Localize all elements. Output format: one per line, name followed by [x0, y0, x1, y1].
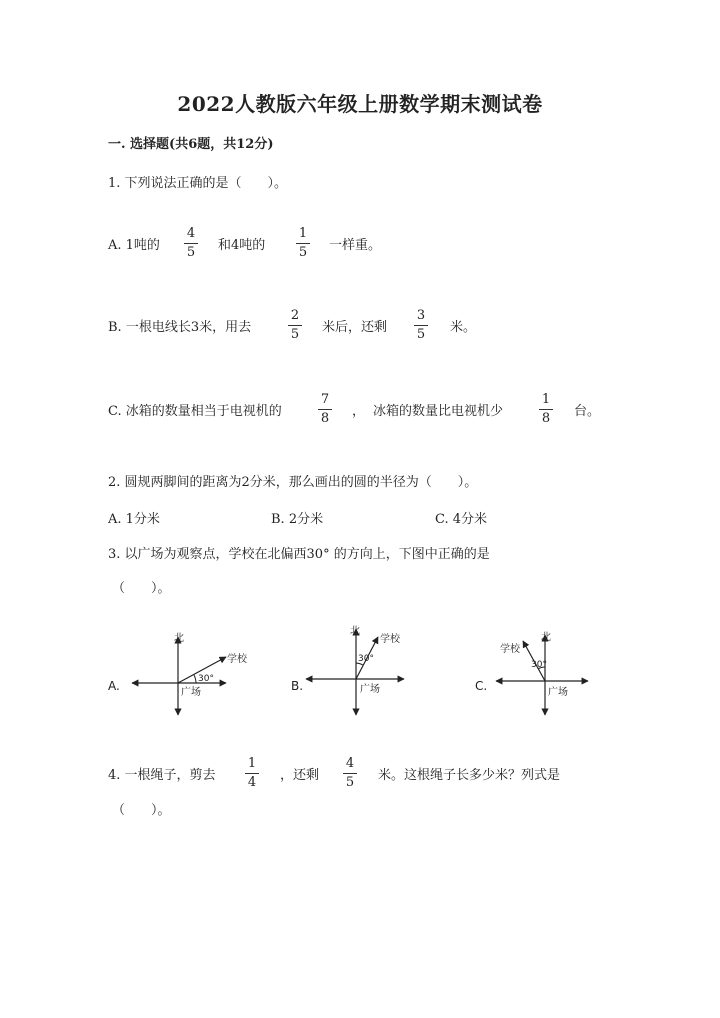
q1-optB-fraction1 — [286, 309, 304, 342]
angle-label: 30° — [531, 660, 547, 670]
diagram-b — [291, 625, 404, 715]
diagram-c-label: C. — [475, 679, 488, 693]
numerator: 3 — [416, 308, 426, 323]
denominator: 5 — [298, 245, 308, 260]
numerator: 1 — [247, 756, 257, 771]
square-label: 广场 — [181, 687, 201, 698]
q1-optA-fraction2 — [294, 227, 312, 260]
numerator: 4 — [186, 226, 196, 241]
denominator: 5 — [290, 327, 300, 342]
angle-label: 30° — [198, 674, 214, 684]
q3-stem-line2: （ ）。 — [112, 581, 171, 596]
q2-stem: 2. 圆规两脚间的距离为2分米，那么画出的圆的半径为（ ）。 — [108, 475, 478, 490]
diagram-a-label: A. — [108, 679, 120, 693]
q1-optC-text1: C. 冰箱的数量相当于电视机的 — [108, 404, 282, 419]
q1-optA-fraction1 — [182, 227, 200, 260]
q4-line2: （ ）。 — [112, 803, 171, 818]
diagram-b-label: B. — [291, 679, 304, 693]
q1-stem: 1. 下列说法正确的是（ ）。 — [108, 176, 288, 191]
q2-option-c: C. 4分米 — [435, 512, 488, 527]
q1-optA-text2: 和4吨的 — [218, 238, 266, 253]
school-label: 学校 — [227, 654, 247, 665]
north-label: 北 — [174, 633, 184, 644]
q3-diagrams — [0, 615, 720, 725]
q1-optC-fraction1 — [316, 393, 334, 426]
denominator: 5 — [416, 327, 426, 342]
section-heading: 一. 选择题(共6题，共12分) — [108, 137, 274, 152]
numerator: 4 — [345, 756, 355, 771]
square-label: 广场 — [548, 687, 568, 698]
q1-optA-text1: A. 1吨的 — [108, 238, 160, 253]
angle-label: 30° — [358, 654, 374, 664]
numerator: 7 — [320, 392, 330, 407]
q3-stem-line1: 3. 以广场为观察点，学校在北偏西30° 的方向上，下图中正确的是 — [108, 547, 490, 562]
angle-arc — [194, 675, 196, 683]
numerator: 1 — [541, 392, 551, 407]
q1-optA-text3: 一样重。 — [329, 238, 382, 253]
q1-optB-text1: B. 一根电线长3米，用去 — [108, 320, 252, 335]
numerator: 1 — [298, 226, 308, 241]
denominator: 4 — [247, 775, 257, 790]
school-label: 学校 — [380, 634, 400, 645]
denominator: 8 — [320, 411, 330, 426]
q1-optC-text2: 冰箱的数量比电视机少 — [373, 404, 504, 419]
denominator: 5 — [345, 775, 355, 790]
denominator: 5 — [186, 245, 196, 260]
north-label: 北 — [350, 626, 360, 637]
q4-text2: ，还剩 — [280, 768, 320, 783]
q4-text3: 米。这根绳子长多少米？列式是 — [378, 768, 561, 783]
q4-text1: 4. 一根绳子，剪去 — [108, 768, 216, 783]
q2-option-b: B. 2分米 — [271, 512, 324, 527]
q1-optB-fraction2 — [412, 309, 430, 342]
q1-optC-fraction2 — [537, 393, 555, 426]
q1-optC-comma: ， — [352, 404, 366, 419]
q1-optB-text2: 米后，还剩 — [322, 320, 388, 335]
page-title: 2022人教版六年级上册数学期末测试卷 — [177, 92, 543, 116]
school-label: 学校 — [500, 644, 520, 655]
north-label: 北 — [541, 632, 551, 643]
square-label: 广场 — [360, 684, 380, 695]
q1-optB-text3: 米。 — [450, 320, 477, 335]
q1-optC-text3: 台。 — [574, 404, 601, 419]
numerator: 2 — [290, 308, 300, 323]
q4-fraction1 — [243, 757, 261, 790]
q2-option-a: A. 1分米 — [108, 512, 160, 527]
diagram-a — [108, 632, 248, 715]
q4-fraction2 — [341, 757, 359, 790]
denominator: 8 — [541, 411, 551, 426]
diagram-c — [475, 631, 588, 715]
